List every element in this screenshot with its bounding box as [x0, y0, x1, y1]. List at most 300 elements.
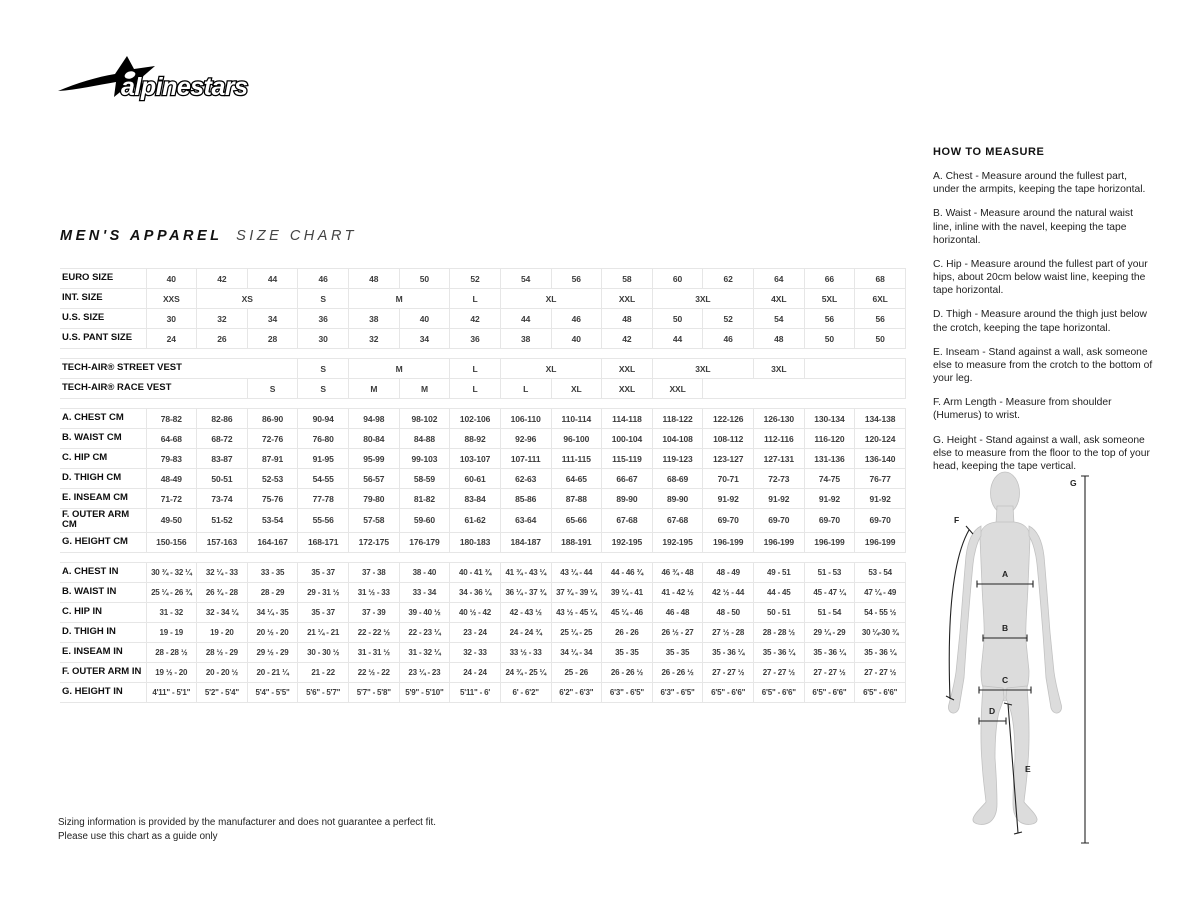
table-row — [60, 662, 906, 682]
size-cell: 30 - 30 ½ — [298, 642, 349, 662]
size-cell: 35 - 35 — [602, 642, 653, 662]
disclaimer-line-1: Sizing information is provided by the manufacturer and does not guarantee a perfect fit. — [58, 817, 436, 828]
size-cell: 23 ¼ - 23 — [399, 662, 450, 682]
size-cell: 111-115 — [551, 449, 602, 469]
size-cell: 37 - 38 — [349, 562, 400, 582]
size-cell: 72-73 — [754, 469, 805, 489]
size-cell: 54-55 — [298, 469, 349, 489]
size-cell: 95-99 — [349, 449, 400, 469]
size-cell: 6'5" - 6'6" — [754, 682, 805, 702]
size-cell: 107-111 — [500, 449, 551, 469]
size-cell: 56 — [551, 269, 602, 289]
size-cell: 24 ¾ - 25 ¼ — [500, 662, 551, 682]
size-cell: 19 ½ - 20 — [146, 662, 197, 682]
size-cell: 41 - 42 ½ — [652, 582, 703, 602]
size-cell: 100-104 — [602, 429, 653, 449]
size-cell: 103-107 — [450, 449, 501, 469]
size-cell: 20 - 20 ½ — [197, 662, 248, 682]
size-cell: 52-53 — [247, 469, 298, 489]
table-row — [60, 532, 906, 552]
size-cell: S — [298, 359, 349, 379]
size-cell: 5'6" - 5'7" — [298, 682, 349, 702]
size-cell: 78-82 — [146, 409, 197, 429]
size-cell: 28 - 29 — [247, 582, 298, 602]
size-cell: 51-52 — [197, 509, 248, 533]
size-cell: 28 - 28 ½ — [754, 622, 805, 642]
size-cell: 6'5" - 6'6" — [703, 682, 754, 702]
size-cell: 176-179 — [399, 532, 450, 552]
size-cell: 47 ¼ - 49 — [855, 582, 906, 602]
measure-step-hip: C. Hip - Measure around the fullest part of your hips, about 20cm below waist line, keeping the tape horizontal. — [933, 258, 1148, 297]
size-cell: 60-61 — [450, 469, 501, 489]
table-in — [60, 562, 906, 703]
size-cell: 83-87 — [197, 449, 248, 469]
table-header — [60, 268, 906, 349]
size-cell: 30 ¾ - 32 ¼ — [146, 562, 197, 582]
table-row — [60, 429, 906, 449]
size-cell: 26 - 26 — [602, 622, 653, 642]
size-cell: 127-131 — [754, 449, 805, 469]
row-label: B. WAIST IN — [60, 582, 146, 602]
size-cell: 50 — [855, 329, 906, 349]
size-cell: 41 ¾ - 43 ¼ — [500, 562, 551, 582]
size-cell: 35 - 36 ¼ — [855, 642, 906, 662]
table-vest — [60, 358, 906, 399]
size-cell: 64-68 — [146, 429, 197, 449]
size-cell: 83-84 — [450, 489, 501, 509]
size-cell: 44 - 46 ¾ — [602, 562, 653, 582]
body-diagram — [933, 466, 1095, 854]
size-cell: 64-65 — [551, 469, 602, 489]
size-cell: XL — [500, 359, 601, 379]
size-cell: 22 - 23 ¼ — [399, 622, 450, 642]
size-cell: 22 - 22 ½ — [349, 622, 400, 642]
row-label: C. HIP IN — [60, 602, 146, 622]
neck — [996, 506, 1014, 524]
size-cell: 74-75 — [804, 469, 855, 489]
label-c: C — [1002, 675, 1009, 685]
size-cell: XL — [500, 289, 601, 309]
size-cell: M — [349, 359, 450, 379]
size-cell: L — [450, 359, 501, 379]
table-row — [60, 329, 906, 349]
size-cell: 120-124 — [855, 429, 906, 449]
size-cell: 87-88 — [551, 489, 602, 509]
size-cell: 60 — [652, 269, 703, 289]
size-cell: 42 - 43 ½ — [500, 602, 551, 622]
size-cell: 48 — [754, 329, 805, 349]
size-cell: 68 — [855, 269, 906, 289]
size-cell: 69-70 — [754, 509, 805, 533]
size-cell: 32 ¼ - 33 — [197, 562, 248, 582]
size-cell: 91-95 — [298, 449, 349, 469]
size-cell: 36 — [450, 329, 501, 349]
size-cell: 46 — [703, 329, 754, 349]
size-cell: 136-140 — [855, 449, 906, 469]
row-label: G. HEIGHT IN — [60, 682, 146, 702]
size-cell: 58 — [602, 269, 653, 289]
size-cell: 164-167 — [247, 532, 298, 552]
size-cell: 51 - 54 — [804, 602, 855, 622]
size-cell: 130-134 — [804, 409, 855, 429]
size-cell: 33 ½ - 33 — [500, 642, 551, 662]
label-d: D — [989, 706, 996, 716]
size-cell: 40 - 41 ¾ — [450, 562, 501, 582]
row-label: D. THIGH CM — [60, 469, 146, 489]
size-cell: 91-92 — [754, 489, 805, 509]
size-cell: 81-82 — [399, 489, 450, 509]
size-cell: 35 - 37 — [298, 602, 349, 622]
size-cell: 39 ¼ - 41 — [602, 582, 653, 602]
size-cell: 131-136 — [804, 449, 855, 469]
table-row — [60, 602, 906, 622]
row-label: TECH-AIR® RACE VEST — [60, 379, 247, 399]
size-cell: XL — [551, 379, 602, 399]
size-cell: 27 ½ - 28 — [703, 622, 754, 642]
size-cell: 116-120 — [804, 429, 855, 449]
size-cell: 24 - 24 ¾ — [500, 622, 551, 642]
size-cell: 24 — [146, 329, 197, 349]
measure-step-thigh: D. Thigh - Measure around the thigh just below the crotch, keeping the tape horizontal. — [933, 309, 1147, 334]
size-cell: 50 — [652, 309, 703, 329]
row-label: INT. SIZE — [60, 289, 146, 309]
size-cell: 45 ¼ - 46 — [602, 602, 653, 622]
size-cell: 38 - 40 — [399, 562, 450, 582]
size-cell: 19 - 19 — [146, 622, 197, 642]
size-cell: 157-163 — [197, 532, 248, 552]
size-cell: 44 - 45 — [754, 582, 805, 602]
size-cell: 28 — [247, 329, 298, 349]
size-cell: 76-77 — [855, 469, 906, 489]
label-f: F — [954, 515, 960, 525]
size-cell: 37 - 39 — [349, 602, 400, 622]
size-cell: 48 - 50 — [703, 602, 754, 622]
size-cell: 48 — [349, 269, 400, 289]
size-cell: 32 - 34 ¼ — [197, 602, 248, 622]
size-cell: 5'4" - 5'5" — [247, 682, 298, 702]
size-cell: 46 — [551, 309, 602, 329]
size-cell: 118-122 — [652, 409, 703, 429]
size-cell: 40 ½ - 42 — [450, 602, 501, 622]
size-cell — [703, 379, 906, 399]
measure-step-waist: B. Waist - Measure around the natural waist line, inline with the navel, keeping the tape horizontal. — [933, 208, 1133, 246]
size-cell: 50 - 51 — [754, 602, 805, 622]
size-cell: 31 - 32 — [146, 602, 197, 622]
size-cell: 52 — [450, 269, 501, 289]
right-leg — [1006, 686, 1037, 824]
size-cell: 29 ¼ - 29 — [804, 622, 855, 642]
size-cell: 30 — [146, 309, 197, 329]
size-cell: 6XL — [855, 289, 906, 309]
size-cell: 89-90 — [602, 489, 653, 509]
size-cell: 43 ½ - 45 ¼ — [551, 602, 602, 622]
size-cell: 69-70 — [804, 509, 855, 533]
size-cell: 20 ½ - 20 — [247, 622, 298, 642]
table-row — [60, 379, 906, 399]
size-cell: 42 — [602, 329, 653, 349]
size-cell: 49 - 51 — [754, 562, 805, 582]
row-label: A. CHEST IN — [60, 562, 146, 582]
size-cell: 85-86 — [500, 489, 551, 509]
size-cell: 28 ½ - 29 — [197, 642, 248, 662]
size-cell: 34 — [399, 329, 450, 349]
size-cell: 91-92 — [703, 489, 754, 509]
page-title — [60, 228, 357, 244]
size-cell: 6'2" - 6'3" — [551, 682, 602, 702]
size-cell: 34 - 36 ¼ — [450, 582, 501, 602]
size-cell: 69-70 — [703, 509, 754, 533]
size-cell: 25 ¼ - 26 ¾ — [146, 582, 197, 602]
title-light: SIZE CHART — [236, 228, 358, 244]
size-cell: 82-86 — [197, 409, 248, 429]
size-cell: 88-92 — [450, 429, 501, 449]
size-cell: 54 - 55 ½ — [855, 602, 906, 622]
size-cell: 64 — [754, 269, 805, 289]
measure-step-height: G. Height - Stand against a wall, ask someone else to measure from the floor to the top of your head, keeping the tape vertical. — [933, 434, 1150, 472]
body-silhouette — [948, 472, 1061, 824]
size-cell: 26 ½ - 27 — [652, 622, 703, 642]
size-cell: 75-76 — [247, 489, 298, 509]
table-row — [60, 642, 906, 662]
size-cell: 52 — [703, 309, 754, 329]
size-cell: 196-199 — [804, 532, 855, 552]
size-cell: 26 ¾ - 28 — [197, 582, 248, 602]
size-cell: 91-92 — [804, 489, 855, 509]
size-cell: 32 — [197, 309, 248, 329]
size-cell: 44 — [652, 329, 703, 349]
size-cell: 70-71 — [703, 469, 754, 489]
size-cell: XXS — [146, 289, 197, 309]
size-cell: 91-92 — [855, 489, 906, 509]
size-cell: 37 ¾ - 39 ¼ — [551, 582, 602, 602]
size-cell: 56-57 — [349, 469, 400, 489]
size-cell: 33 - 34 — [399, 582, 450, 602]
size-cell: 46 — [298, 269, 349, 289]
size-cell: 34 ¼ - 34 — [551, 642, 602, 662]
size-cell: 62 — [703, 269, 754, 289]
size-cell: 20 - 21 ¼ — [247, 662, 298, 682]
size-cell: 34 ¼ - 35 — [247, 602, 298, 622]
size-cell: 72-76 — [247, 429, 298, 449]
table-row — [60, 622, 906, 642]
size-cell: 6'5" - 6'6" — [804, 682, 855, 702]
body-diagram-svg — [933, 466, 1095, 854]
size-chart-tables — [60, 268, 906, 712]
size-cell: 196-199 — [754, 532, 805, 552]
size-cell: 61-62 — [450, 509, 501, 533]
size-cell: 108-112 — [703, 429, 754, 449]
table-row — [60, 309, 906, 329]
title-bold: MEN'S APPAREL — [60, 228, 223, 244]
size-cell: 79-80 — [349, 489, 400, 509]
size-cell: 59-60 — [399, 509, 450, 533]
size-cell: 42 — [450, 309, 501, 329]
size-cell: 188-191 — [551, 532, 602, 552]
size-cell: 54 — [754, 309, 805, 329]
size-cell: 44 — [247, 269, 298, 289]
size-cell: 27 - 27 ½ — [703, 662, 754, 682]
size-cell: 5'11" - 6' — [450, 682, 501, 702]
row-label: C. HIP CM — [60, 449, 146, 469]
size-cell: 46 - 48 — [652, 602, 703, 622]
row-label: D. THIGH IN — [60, 622, 146, 642]
size-cell: 53 - 54 — [855, 562, 906, 582]
size-cell: 27 - 27 ½ — [804, 662, 855, 682]
size-cell: 119-123 — [652, 449, 703, 469]
size-cell: 77-78 — [298, 489, 349, 509]
size-cell: 45 - 47 ¼ — [804, 582, 855, 602]
size-cell: L — [450, 379, 501, 399]
size-cell: 192-195 — [652, 532, 703, 552]
table-row — [60, 582, 906, 602]
size-cell: 80-84 — [349, 429, 400, 449]
size-cell: 44 — [500, 309, 551, 329]
size-cell: 32 — [349, 329, 400, 349]
size-cell: 6'3" - 6'5" — [652, 682, 703, 702]
size-cell: 39 - 40 ½ — [399, 602, 450, 622]
size-cell: 58-59 — [399, 469, 450, 489]
row-label: B. WAIST CM — [60, 429, 146, 449]
left-arm — [948, 526, 981, 713]
size-cell: 67-68 — [652, 509, 703, 533]
size-cell: XS — [197, 289, 298, 309]
table-row — [60, 289, 906, 309]
size-cell: 172-175 — [349, 532, 400, 552]
size-cell: 168-171 — [298, 532, 349, 552]
size-cell: 66-67 — [602, 469, 653, 489]
row-label: E. INSEAM CM — [60, 489, 146, 509]
size-cell: XXL — [602, 289, 653, 309]
size-cell: 184-187 — [500, 532, 551, 552]
size-cell: 55-56 — [298, 509, 349, 533]
size-cell: 196-199 — [855, 532, 906, 552]
size-cell: 29 - 31 ½ — [298, 582, 349, 602]
size-cell: 26 - 26 ½ — [652, 662, 703, 682]
size-cell: 19 - 20 — [197, 622, 248, 642]
size-cell: 48 - 49 — [703, 562, 754, 582]
size-cell: 43 ¼ - 44 — [551, 562, 602, 582]
size-cell: 94-98 — [349, 409, 400, 429]
size-cell: 21 - 22 — [298, 662, 349, 682]
size-cell: 115-119 — [602, 449, 653, 469]
size-cell: XXL — [602, 359, 653, 379]
size-cell: 90-94 — [298, 409, 349, 429]
size-cell: 38 — [500, 329, 551, 349]
row-label: EURO SIZE — [60, 269, 146, 289]
size-cell: M — [349, 289, 450, 309]
size-cell: 87-91 — [247, 449, 298, 469]
right-arm — [1029, 526, 1062, 713]
size-cell: 22 ½ - 22 — [349, 662, 400, 682]
size-cell: 48-49 — [146, 469, 197, 489]
size-cell: 68-72 — [197, 429, 248, 449]
size-cell: 40 — [551, 329, 602, 349]
size-cell: 6'5" - 6'6" — [855, 682, 906, 702]
size-cell: 35 - 37 — [298, 562, 349, 582]
size-cell: 89-90 — [652, 489, 703, 509]
size-cell: S — [298, 289, 349, 309]
size-cell: 96-100 — [551, 429, 602, 449]
row-label: U.S. SIZE — [60, 309, 146, 329]
size-cell: 122-126 — [703, 409, 754, 429]
size-cell: 29 ½ - 29 — [247, 642, 298, 662]
size-cell: 5'9" - 5'10" — [399, 682, 450, 702]
size-cell: L — [450, 289, 501, 309]
size-cell: 4'11" - 5'1" — [146, 682, 197, 702]
table-row — [60, 509, 906, 533]
label-a: A — [1002, 569, 1009, 579]
size-cell: 26 - 26 ½ — [602, 662, 653, 682]
table-row — [60, 469, 906, 489]
size-cell: 48 — [602, 309, 653, 329]
size-cell: 6' - 6'2" — [500, 682, 551, 702]
size-cell: 114-118 — [602, 409, 653, 429]
row-label: TECH-AIR® STREET VEST — [60, 359, 298, 379]
size-cell: 5'2" - 5'4" — [197, 682, 248, 702]
size-cell: 28 - 28 ½ — [146, 642, 197, 662]
size-cell: 27 - 27 ½ — [855, 662, 906, 682]
size-cell: 3XL — [652, 289, 753, 309]
disclaimer — [58, 816, 436, 844]
size-cell: 40 — [146, 269, 197, 289]
size-cell: 110-114 — [551, 409, 602, 429]
size-cell: 42 — [197, 269, 248, 289]
size-cell: 25 - 26 — [551, 662, 602, 682]
label-b: B — [1002, 623, 1009, 633]
size-cell: 36 — [298, 309, 349, 329]
size-cell: 5XL — [804, 289, 855, 309]
size-cell: 51 - 53 — [804, 562, 855, 582]
size-table-cm — [60, 408, 906, 553]
size-table-in — [60, 562, 906, 703]
table-row — [60, 562, 906, 582]
size-cell: 35 - 36 ¼ — [754, 642, 805, 662]
size-cell: XXL — [602, 379, 653, 399]
label-g: G — [1070, 478, 1077, 488]
measure-step-inseam: E. Inseam - Stand against a wall, ask someone else to measure from the crotch to the bottom of your leg. — [933, 346, 1153, 385]
size-cell: 4XL — [754, 289, 805, 309]
size-cell: 56 — [804, 309, 855, 329]
alpinestars-logo-svg — [55, 52, 270, 114]
size-cell: 71-72 — [146, 489, 197, 509]
size-cell: 104-108 — [652, 429, 703, 449]
size-cell: 150-156 — [146, 532, 197, 552]
size-cell: 33 - 35 — [247, 562, 298, 582]
size-cell: 79-83 — [146, 449, 197, 469]
table-row — [60, 409, 906, 429]
size-cell: 50-51 — [197, 469, 248, 489]
size-cell: 123-127 — [703, 449, 754, 469]
size-cell: 6'3" - 6'5" — [602, 682, 653, 702]
size-cell: 63-64 — [500, 509, 551, 533]
table-row — [60, 449, 906, 469]
table-row — [60, 359, 906, 379]
size-cell: 86-90 — [247, 409, 298, 429]
size-cell: 112-116 — [754, 429, 805, 449]
size-cell: 26 — [197, 329, 248, 349]
size-cell: 40 — [399, 309, 450, 329]
size-cell: 98-102 — [399, 409, 450, 429]
size-cell: XXL — [652, 379, 703, 399]
size-cell: 46 ¾ - 48 — [652, 562, 703, 582]
size-table-techair — [60, 358, 906, 399]
size-cell: M — [349, 379, 400, 399]
alpinestars-logo — [55, 52, 270, 114]
measure-step-arm: F. Arm Length - Measure from shoulder (Humerus) to wrist. — [933, 397, 1112, 422]
size-cell: 62-63 — [500, 469, 551, 489]
size-cell: 76-80 — [298, 429, 349, 449]
size-cell: 3XL — [652, 359, 753, 379]
